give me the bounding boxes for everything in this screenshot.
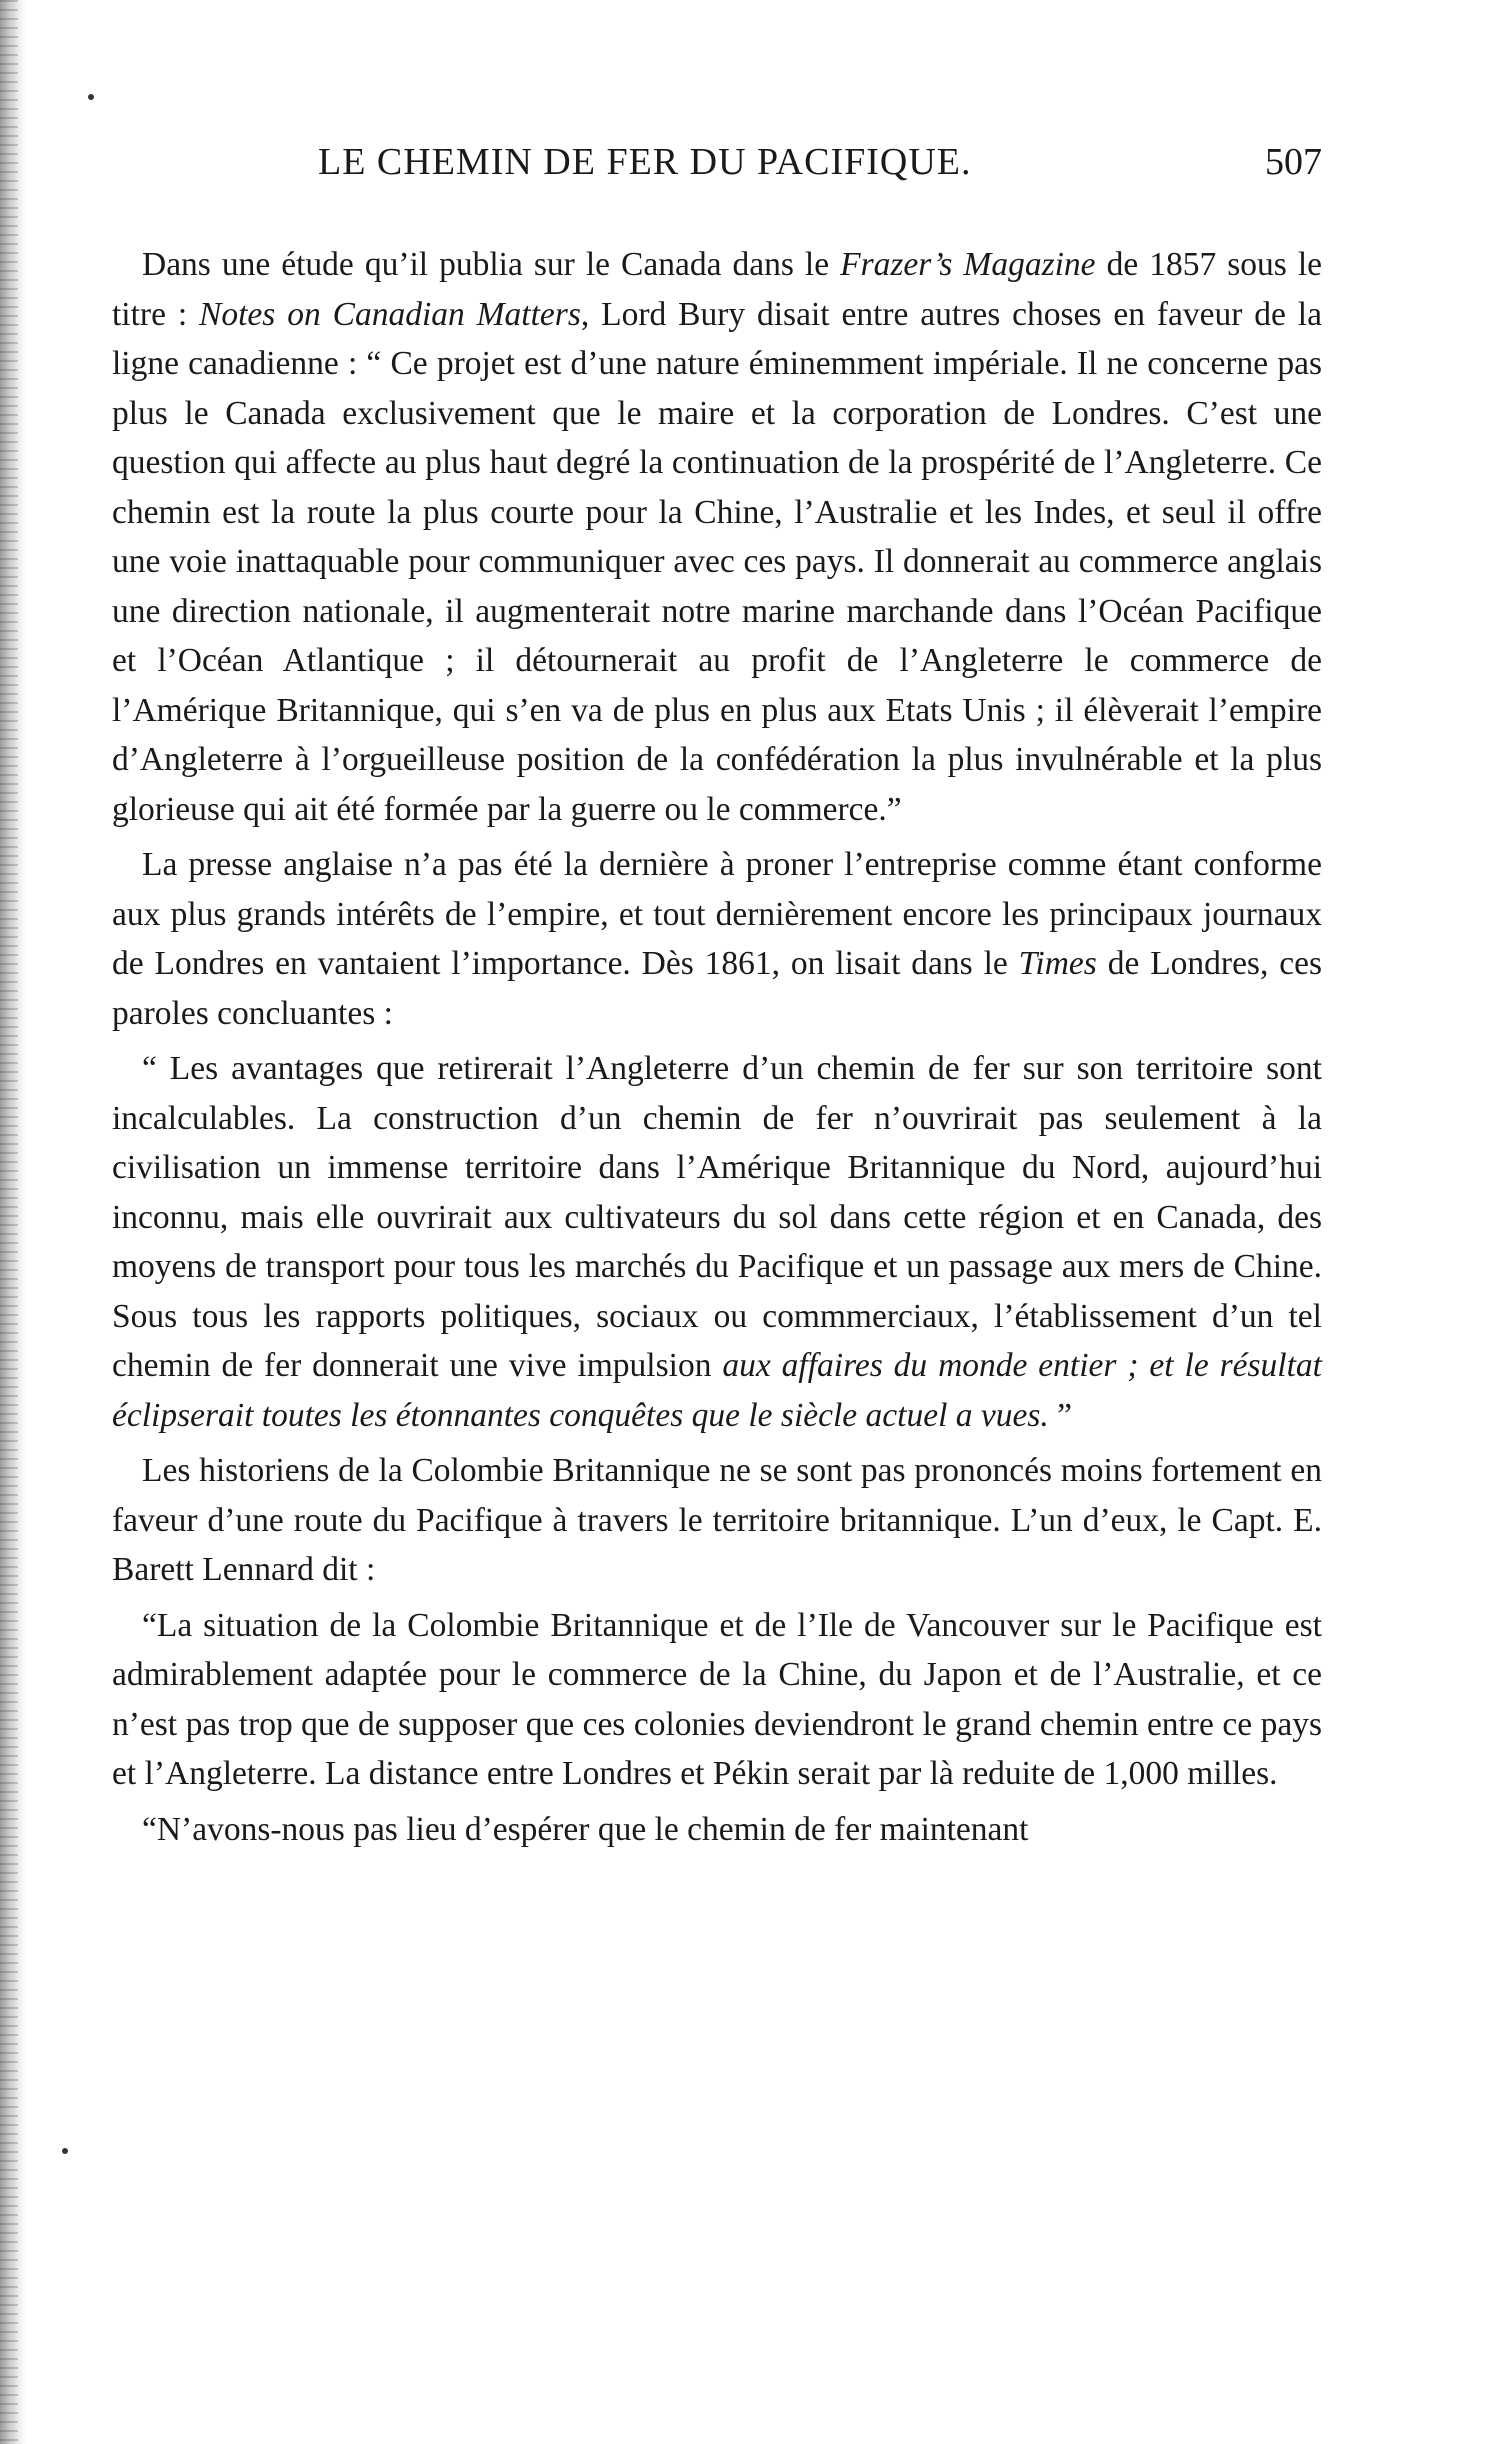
page-number: 507: [1265, 141, 1322, 183]
text-run: , Lord Bury disait entre autres choses en faveur de la ligne canadienne : “ Ce projet est d’une nature éminemment impériale. Il ne concerne pas plus le Canada exclusivement que le maire et la corporation de Londres. C’est une question qui affecte au plus haut degré la continuation de la prospérité de l’Angleterre. Ce chemin est la route la plus courte pour la Chine, l’Australie et les Indes, et seul il offre une voie inattaquable pour communiquer avec ces pays. Il donnerait au commerce anglais une direction nationale, il augmenterait notre marine marchande dans l’Océan Pacifique et l’Océan Atlantique ; il détournerait au profit de l’Angleterre le commerce de l’Amérique Britannique, qui s’en va de plus en plus aux Etats Unis ; il élèverait l’empire d’Angleterre à l’orgueilleuse position de la confédération la plus invulnérable et la plus glorieuse qui ait été formée par la guerre ou le commerce.”: [112, 295, 1322, 828]
text-run: ”: [1048, 1396, 1073, 1434]
text-run-italic: Notes on Canadian Matters: [199, 295, 581, 333]
paragraph-times-quote: [112, 1044, 1322, 1440]
text-run: “ Les avantages que retirerait l’Angleterre d’un chemin de fer sur son territoire sont incalculables. La construction d’un chemin de fer n’ouvrirait pas seulement à la civilisation un immense territoire dans l’Amérique Britannique du Nord, aujourd’hui inconnu, mais elle ouvrirait aux cultivateurs du sol dans cette région et en Canada, des moyens de transport pour tous les marchés du Pacifique et un passage aux mers de Chine. Sous tous les rapports politiques, sociaux ou commmerciaux, l’établissement d’un tel chemin de fer donnerait une vive impulsion: [112, 1050, 1322, 1384]
paragraph-lord-bury: [112, 240, 1322, 834]
paragraph-closing-quote: [112, 1805, 1322, 1855]
paragraph-lennard-quote: [112, 1601, 1322, 1799]
text-run: “La situation de la Colombie Britannique et de l’Ile de Vancouver sur le Pacifique est admirablement adaptée pour le commerce de la Chine, du Japon et de l’Australie, et ce n’est pas trop que de supposer que ces colonies deviendront le grand chemin entre ce pays et l’Angleterre. La distance entre Londres et Pékin serait par là reduite de 1,000 milles.: [112, 1606, 1322, 1792]
page-content: [112, 140, 1322, 1854]
stray-ink-mark: [88, 94, 94, 100]
stray-ink-mark: [62, 2148, 68, 2154]
running-title: LE CHEMIN DE FER DU PACIFIQUE.: [318, 141, 972, 183]
text-run: Les historiens de la Colombie Britannique ne se sont pas prononcés moins fortement en faveur d’une route du Pacifique à travers le territoire britannique. L’un d’eux, le Capt. E. Barett Lennard dit :: [112, 1452, 1322, 1588]
paragraph-presse-anglaise: [112, 840, 1322, 1038]
text-run: de Londres, ces paroles concluantes :: [112, 945, 1322, 1032]
text-run: La presse anglaise n’a pas été la dernière à proner l’entreprise comme étant conforme aux plus grands intérêts de l’empire, et tout dernièrement encore les principaux journaux de Londres en vantaient l’importance. Dès 1861, on lisait dans le: [112, 846, 1322, 982]
text-run-italic: aux affaires du monde entier ; et le résultat éclipserait toutes les étonnantes conquêtes que le siècle actuel a vues.: [112, 1347, 1322, 1434]
running-head: [112, 140, 1322, 200]
text-run: “N’avons-nous pas lieu d’espérer que le chemin de fer maintenant: [142, 1810, 1029, 1848]
text-run: de 1857 sous le titre :: [112, 246, 1323, 333]
text-run-italic: Times: [1018, 945, 1097, 982]
paragraph-historiens: [112, 1446, 1322, 1595]
page-binding-texture: [0, 0, 18, 2444]
body-text: [112, 240, 1322, 1854]
text-run-italic: Frazer’s Magazine: [840, 246, 1096, 283]
text-run: Dans une étude qu’il publia sur le Canada dans le: [142, 246, 841, 283]
